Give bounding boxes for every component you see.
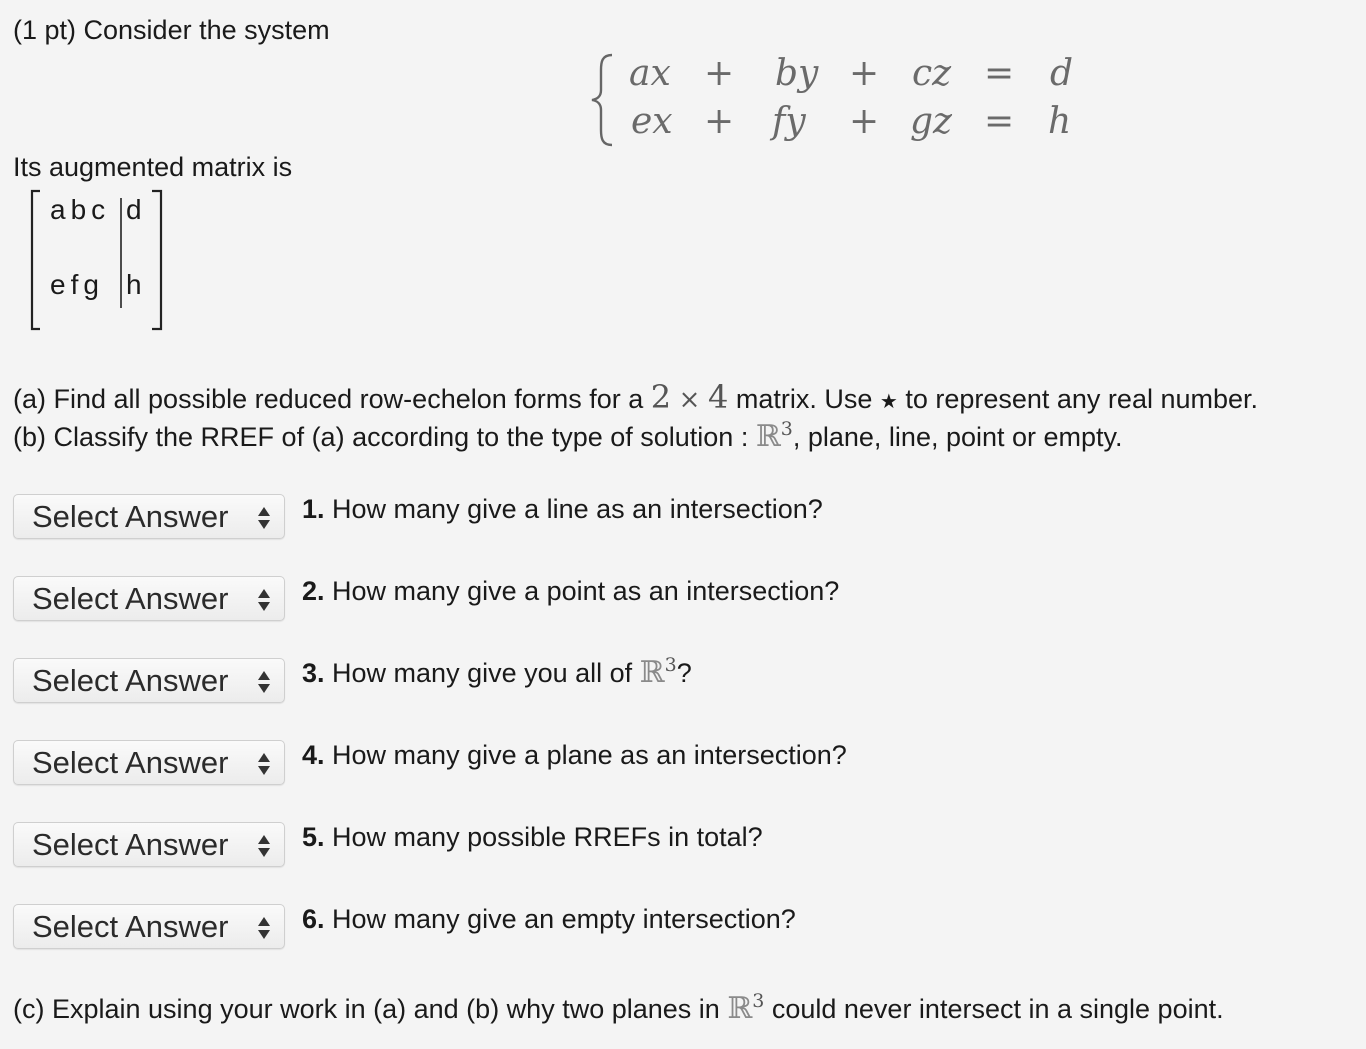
answer-select-4[interactable] xyxy=(13,740,285,785)
eq1-plus-2: + xyxy=(849,53,880,94)
question-6 xyxy=(302,903,796,935)
matrix-row1-constant: d xyxy=(126,194,147,225)
question-text-end: ? xyxy=(676,658,692,688)
question-1 xyxy=(302,493,823,525)
question-text: How many possible RREFs in total? xyxy=(324,822,763,852)
eq1-equals: = xyxy=(984,53,1015,94)
matrix-row1-coefficients: abc xyxy=(50,194,111,225)
select-label: Select Answer xyxy=(32,581,229,616)
eq2-term-ex: ex xyxy=(631,101,673,142)
question-text: How many give a plane as an intersection? xyxy=(324,740,847,770)
problem-header: (1 pt) Consider the system xyxy=(13,15,330,45)
question-text: How many give an empty intersection? xyxy=(324,904,796,934)
answer-select-5[interactable] xyxy=(13,822,285,867)
part-b-exponent: 3 xyxy=(780,418,793,440)
part-a-text xyxy=(13,378,1259,418)
star-icon: ★ xyxy=(879,391,898,413)
question-3 xyxy=(302,654,692,690)
up-down-arrows-icon xyxy=(257,669,271,695)
up-down-arrows-icon xyxy=(257,833,271,859)
left-brace-icon xyxy=(588,52,618,148)
question-5 xyxy=(302,821,763,853)
eq2-term-gz: gz xyxy=(910,101,953,142)
question-number: 6. xyxy=(302,904,325,934)
up-down-arrows-icon xyxy=(257,505,271,531)
part-c-reals-symbol: ℝ xyxy=(727,991,753,1026)
part-a-middle: matrix. Use xyxy=(728,384,880,414)
part-a-before: (a) Find all possible reduced row-echelon forms for a xyxy=(13,384,651,414)
eq1-term-cz: cz xyxy=(912,53,952,94)
eq2-equals: = xyxy=(984,101,1015,142)
augmented-matrix xyxy=(26,188,170,333)
part-b-reals-symbol: ℝ xyxy=(755,419,781,454)
select-label: Select Answer xyxy=(32,909,229,944)
answer-select-2[interactable] xyxy=(13,576,285,621)
part-b-after: , plane, line, point or empty. xyxy=(792,422,1123,452)
up-down-arrows-icon xyxy=(257,587,271,613)
part-b-before: (b) Classify the RREF of (a) according to the type of solution : xyxy=(13,422,756,452)
question-2 xyxy=(302,575,839,607)
part-a-cols: 4 xyxy=(707,378,729,416)
equation-system xyxy=(588,52,1088,152)
question-4 xyxy=(302,739,847,771)
question-number: 2. xyxy=(302,576,325,606)
answer-select-3[interactable] xyxy=(13,658,285,703)
part-a-times: × xyxy=(678,385,701,415)
matrix-intro: Its augmented matrix is xyxy=(13,152,293,182)
eq1-term-by: by xyxy=(775,53,819,94)
answer-select-1[interactable] xyxy=(13,494,285,539)
select-label: Select Answer xyxy=(32,745,229,780)
part-a-rows: 2 xyxy=(650,378,672,416)
eq2-plus-1: + xyxy=(704,101,735,142)
eq1-rhs-d: d xyxy=(1050,53,1074,94)
part-b-text xyxy=(13,418,1123,454)
eq2-plus-2: + xyxy=(849,101,880,142)
question-number: 4. xyxy=(302,740,325,770)
select-label: Select Answer xyxy=(32,663,229,698)
eq2-term-fy: fy xyxy=(772,101,806,142)
part-c-exponent: 3 xyxy=(752,990,765,1012)
eq1-plus-1: + xyxy=(704,53,735,94)
answer-select-6[interactable] xyxy=(13,904,285,949)
part-c-text xyxy=(13,990,1224,1026)
matrix-row2-coefficients: efg xyxy=(50,269,104,300)
reals-symbol: ℝ xyxy=(639,655,665,690)
select-label: Select Answer xyxy=(32,499,229,534)
question-text: How many give a point as an intersection? xyxy=(324,576,840,606)
eq2-rhs-h: h xyxy=(1048,101,1072,142)
up-down-arrows-icon xyxy=(257,751,271,777)
up-down-arrows-icon xyxy=(257,915,271,941)
question-number: 3. xyxy=(302,658,325,688)
select-label: Select Answer xyxy=(32,827,229,862)
part-c-after: could never intersect in a single point. xyxy=(764,994,1224,1024)
eq1-term-ax: ax xyxy=(629,53,671,94)
question-text: How many give you all of xyxy=(324,658,640,688)
exponent: 3 xyxy=(664,654,677,676)
part-c-before: (c) Explain using your work in (a) and (b) why two planes in xyxy=(13,994,728,1024)
question-number: 5. xyxy=(302,822,325,852)
question-number: 1. xyxy=(302,494,325,524)
part-a-after: to represent any real number. xyxy=(897,384,1259,414)
matrix-row2-constant: h xyxy=(126,269,147,300)
question-text: How many give a line as an intersection? xyxy=(324,494,823,524)
